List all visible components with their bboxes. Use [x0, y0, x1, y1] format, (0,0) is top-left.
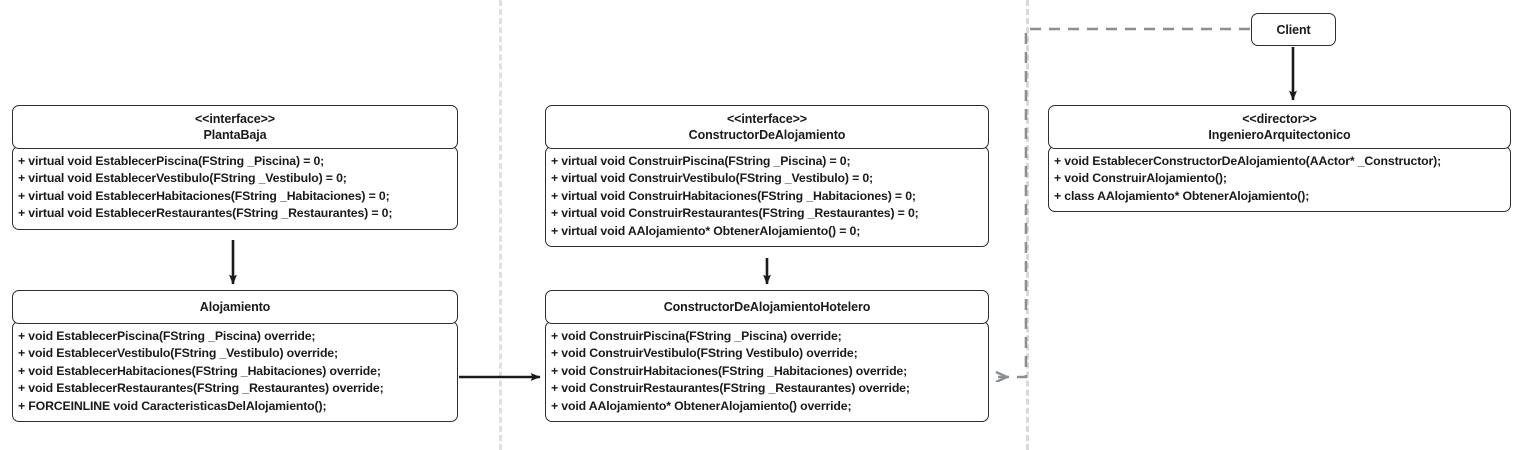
class-box-constructordealojamiento[interactable]: [545, 105, 989, 247]
class-header-plantabaja: [12, 105, 458, 149]
class-member: + void ConstruirPiscina(FString _Piscina) override;: [551, 329, 842, 343]
class-member: + virtual void EstablecerRestaurantes(FString _Restaurantes) = 0;: [18, 206, 393, 221]
class-member: + void ConstruirRestaurantes(FString _Restaurantes) override;: [551, 381, 910, 396]
class-member: + virtual void ConstruirRestaurantes(FString _Restaurantes) = 0;: [551, 206, 919, 221]
class-stereotype: <<interface>>: [194, 112, 275, 126]
class-stereotype: <<interface>>: [726, 112, 807, 126]
class-header-constructordealojamiento: [545, 105, 989, 149]
class-member: + void AAlojamiento* ObtenerAlojamiento() override;: [551, 398, 852, 413]
class-member: + virtual void ConstruirVestibulo(FString _Vestibulo) = 0;: [551, 171, 874, 186]
class-stereotype: <<director>>: [1242, 112, 1317, 126]
class-name: IngenieroArquitectonico: [1208, 128, 1351, 142]
column-divider-left: [499, 0, 502, 450]
class-member: + virtual void ConstruirPiscina(FString _Piscina) = 0;: [551, 154, 851, 168]
class-member: + void EstablecerVestibulo(FString _Vestibulo) override;: [18, 346, 338, 361]
class-member: + void EstablecerPiscina(FString _Piscina) override;: [18, 329, 316, 343]
class-members-constructordealojamientohotelero: [545, 321, 989, 422]
class-member: + FORCEINLINE void CaracteristicasDelAlojamiento();: [18, 398, 327, 413]
class-box-ingenieroarquitectonico[interactable]: [1048, 105, 1511, 212]
class-member: + void EstablecerHabitaciones(FString _Habitaciones) override;: [18, 363, 381, 378]
class-member: + virtual void EstablecerHabitaciones(FString _Habitaciones) = 0;: [18, 188, 390, 203]
class-header-client: [1251, 13, 1336, 46]
class-name: Alojamiento: [199, 300, 271, 314]
class-name: ConstructorDeAlojamiento: [688, 128, 846, 142]
class-members-constructordealojamiento: [545, 146, 989, 247]
class-box-client[interactable]: [1251, 13, 1336, 46]
class-member: + virtual void ConstruirHabitaciones(FString _Habitaciones) = 0;: [551, 188, 916, 203]
class-header-ingenieroarquitectonico: [1048, 105, 1511, 149]
class-members-plantabaja: [12, 146, 458, 230]
class-members-alojamiento: [12, 321, 458, 422]
class-member: + virtual void EstablecerVestibulo(FString _Vestibulo) = 0;: [18, 171, 347, 186]
class-member: + void ConstruirVestibulo(FString Vestibulo) override;: [551, 346, 858, 361]
class-member: + void ConstruirHabitaciones(FString _Habitaciones) override;: [551, 363, 908, 378]
class-box-alojamiento[interactable]: [12, 290, 458, 422]
class-members-ingenieroarquitectonico: [1048, 146, 1511, 212]
class-name: Client: [1276, 22, 1311, 37]
class-header-constructordealojamientohotelero: [545, 290, 989, 324]
class-member: + virtual void AAlojamiento* ObtenerAlojamiento() = 0;: [551, 223, 861, 238]
class-name: ConstructorDeAlojamientoHotelero: [663, 300, 871, 314]
class-box-constructordealojamientohotelero[interactable]: [545, 290, 989, 422]
class-header-alojamiento: [12, 290, 458, 324]
class-box-plantabaja[interactable]: [12, 105, 458, 230]
class-member: + virtual void EstablecerPiscina(FString _Piscina) = 0;: [18, 154, 325, 168]
class-member: + class AAlojamiento* ObtenerAlojamiento();: [1054, 188, 1310, 203]
class-member: + void EstablecerRestaurantes(FString _Restaurantes) override;: [18, 381, 384, 396]
class-member: + void ConstruirAlojamiento();: [1054, 171, 1227, 186]
class-member: + void EstablecerConstructorDeAlojamiento(AActor* _Constructor);: [1054, 154, 1442, 168]
column-divider-right: [1026, 0, 1029, 450]
class-name: PlantaBaja: [203, 128, 267, 142]
